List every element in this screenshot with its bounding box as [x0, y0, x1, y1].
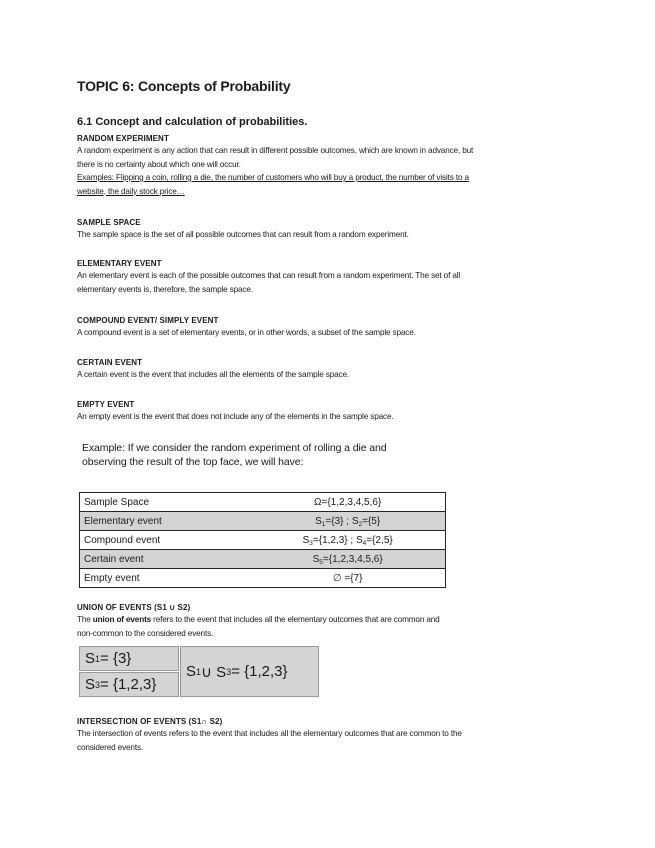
sample-space-line1: The sample space is the set of all possible outcomes that can result from a random experiment. [77, 230, 409, 239]
elementary-event-heading: ELEMENTARY EVENT [77, 259, 162, 268]
union-line1 [77, 613, 577, 627]
row-label: Elementary event [80, 512, 251, 531]
intersection-heading: INTERSECTION OF EVENTS (S1∩ S2) [77, 717, 223, 726]
row-value: ∅ ={7} [250, 569, 445, 588]
union-set-a: S 1 = {3} [79, 646, 179, 671]
union-line2: non-common to the considered events. [77, 628, 214, 638]
row-label: Certain event [80, 550, 251, 569]
union-section [77, 602, 577, 640]
union-line1-post: refers to the event that includes all the elementary outcomes that are common and [151, 615, 440, 624]
events-table [79, 492, 446, 588]
row-label: Compound event [80, 531, 251, 550]
empty-event-heading: EMPTY EVENT [77, 400, 135, 409]
certain-event-line1: A certain event is the event that includes all the elements of the sample space. [77, 370, 349, 379]
intersection-section [77, 716, 577, 754]
sample-space-section [77, 217, 577, 242]
set-symbol: S [351, 515, 359, 527]
set-value: = {1,2,3} [231, 663, 288, 680]
set-symbol: S [85, 676, 96, 693]
random-experiment-line1: A random experiment is any action that can result in different possible outcomes, which are known in advance, but [77, 146, 474, 155]
set-value: ={1,2,3} ; [312, 534, 356, 546]
set-index: 2 [358, 520, 363, 528]
union-line1-pre: The [77, 615, 93, 624]
compound-event-line1: A compound event is a set of elementary events, or in other words, a subset of the sample space. [77, 328, 416, 337]
set-value: = {1,2,3} [100, 676, 157, 693]
elementary-event-line1: An elementary event is each of the possible outcomes that can result from a random experiment. The set of all [77, 271, 461, 280]
random-experiment-heading: RANDOM EXPERIMENT [77, 134, 169, 143]
set-symbol: S [186, 663, 197, 680]
row-label: Sample Space [80, 493, 251, 512]
certain-event-heading: CERTAIN EVENT [77, 358, 143, 367]
row-value [250, 512, 445, 531]
set-symbol: S [312, 553, 320, 565]
empty-event-line1: An empty event is the event that does not include any of the elements in the sample space. [77, 412, 394, 421]
table-row [80, 569, 446, 588]
example-intro [82, 441, 442, 469]
section-subtitle: 6.1 Concept and calculation of probabilities. [77, 116, 308, 128]
set-value: = {3} [100, 650, 132, 667]
union-result: S 1 ∪ S 3 = {1,2,3} [180, 646, 319, 697]
set-index: 4 [362, 539, 367, 547]
set-value: ={2,5} [366, 534, 393, 546]
table-row [80, 512, 446, 531]
sample-space-heading: SAMPLE SPACE [77, 218, 141, 227]
row-value [250, 531, 445, 550]
compound-event-section [77, 315, 577, 340]
set-index: 5 [319, 558, 323, 566]
elementary-event-line2: elementary events is, therefore, the sample space. [77, 284, 253, 294]
union-operator: ∪ S [201, 663, 227, 681]
set-value: ={5} [362, 515, 381, 527]
table-row [80, 493, 446, 512]
example-line1: Example: If we consider the random experiment of rolling a die and [82, 442, 387, 454]
empty-event-section [77, 399, 577, 424]
intersection-line2: considered events. [77, 742, 144, 752]
row-label: Empty event [80, 569, 251, 588]
set-value: ={3} ; [325, 515, 352, 527]
random-experiment-line2: there is no certainty about which one will occur. [77, 159, 241, 169]
set-symbol: S [315, 515, 322, 527]
row-value: Ω={1,2,3,4,5,6} [250, 493, 445, 512]
page-title: TOPIC 6: Concepts of Probability [77, 78, 291, 94]
union-heading: UNION OF EVENTS (S1 ∪ S2) [77, 603, 191, 612]
table-row [80, 550, 446, 569]
union-line1-bold: union of events [92, 615, 152, 624]
example-line2: observing the result of the top face, we will have: [82, 456, 304, 468]
set-symbol: S [302, 534, 310, 546]
table-row [80, 531, 446, 550]
random-experiment-section [77, 133, 577, 198]
random-experiment-examples2: website, the daily stock price… [77, 186, 185, 196]
certain-event-section [77, 357, 577, 382]
set-index: 3 [309, 539, 313, 547]
row-value [250, 550, 445, 569]
set-symbol: S [356, 534, 363, 546]
set-index: 1 [321, 520, 326, 528]
elementary-event-section [77, 258, 577, 296]
intersection-line1: The intersection of events refers to the event that includes all the elementary outcomes that are common to the [77, 729, 462, 738]
compound-event-heading: COMPOUND EVENT/ SIMPLY EVENT [77, 316, 219, 325]
set-value: ={1,2,3,4,5,6} [322, 553, 383, 565]
set-symbol: S [85, 650, 96, 667]
random-experiment-examples1: Examples: Flipping a coin, rolling a die, the number of customers who will buy a product, the number of visits to a [77, 173, 469, 182]
union-set-b: S 3 = {1,2,3} [79, 672, 179, 697]
